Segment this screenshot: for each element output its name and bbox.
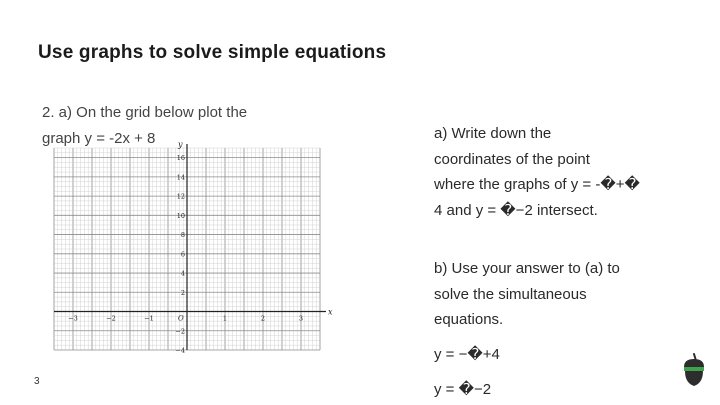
x-axis-label: x (328, 307, 333, 317)
acorn-band (684, 367, 704, 371)
equation-1: y = −�+4 (434, 346, 500, 363)
y-tick-label: 14 (176, 173, 185, 182)
page-number: 3 (34, 376, 40, 387)
part-a-line-2: coordinates of the point (434, 150, 590, 168)
x-tick-label: 1 (222, 314, 228, 323)
part-b-line-1: b) Use your answer to (a) to (434, 260, 620, 277)
equation-2: y = �−2 (434, 381, 492, 398)
question-line-1: 2. a) On the grid below plot the (42, 104, 248, 121)
slide-title: Use graphs to solve simple equations (38, 42, 387, 63)
y-tick-label: 2 (180, 288, 185, 297)
y-tick-label: 8 (180, 231, 185, 240)
origin-label: O (178, 314, 184, 323)
part-b-text (434, 256, 704, 333)
part-a-text (434, 121, 704, 223)
x-tick-label: 3 (298, 314, 304, 323)
y-tick-label: 12 (176, 192, 185, 201)
y-tick-label: −4 (175, 346, 185, 355)
acorn-stem (694, 354, 696, 359)
y-tick-label: 10 (176, 211, 185, 220)
acorn-logo-icon (682, 352, 706, 388)
question-line-2: graph y = -2x + 8 (42, 130, 156, 147)
part-a-line-1: a) Write down the (434, 125, 552, 142)
x-tick-label: 2 (260, 314, 266, 323)
y-axis-label: y (178, 140, 183, 149)
x-tick-label: −2 (106, 314, 116, 323)
y-tick-label: 6 (180, 250, 185, 259)
part-b-line-3: equations. (434, 311, 504, 328)
y-tick-label: −2 (175, 327, 185, 336)
graph-grid-svg (48, 140, 338, 355)
part-b-line-2: solve the simultaneous (434, 285, 587, 303)
acorn-cap (684, 359, 704, 367)
y-tick-label: 16 (176, 154, 185, 163)
x-tick-label: −1 (144, 314, 154, 323)
part-a-line-4: 4 and y = �−2 intersect. (434, 201, 598, 219)
x-tick-label: −3 (68, 314, 78, 323)
graph-grid (48, 140, 338, 355)
part-a-line-3: where the graphs of y = -�+� (434, 176, 640, 193)
acorn-body (685, 371, 703, 386)
y-tick-label: 4 (180, 269, 185, 278)
